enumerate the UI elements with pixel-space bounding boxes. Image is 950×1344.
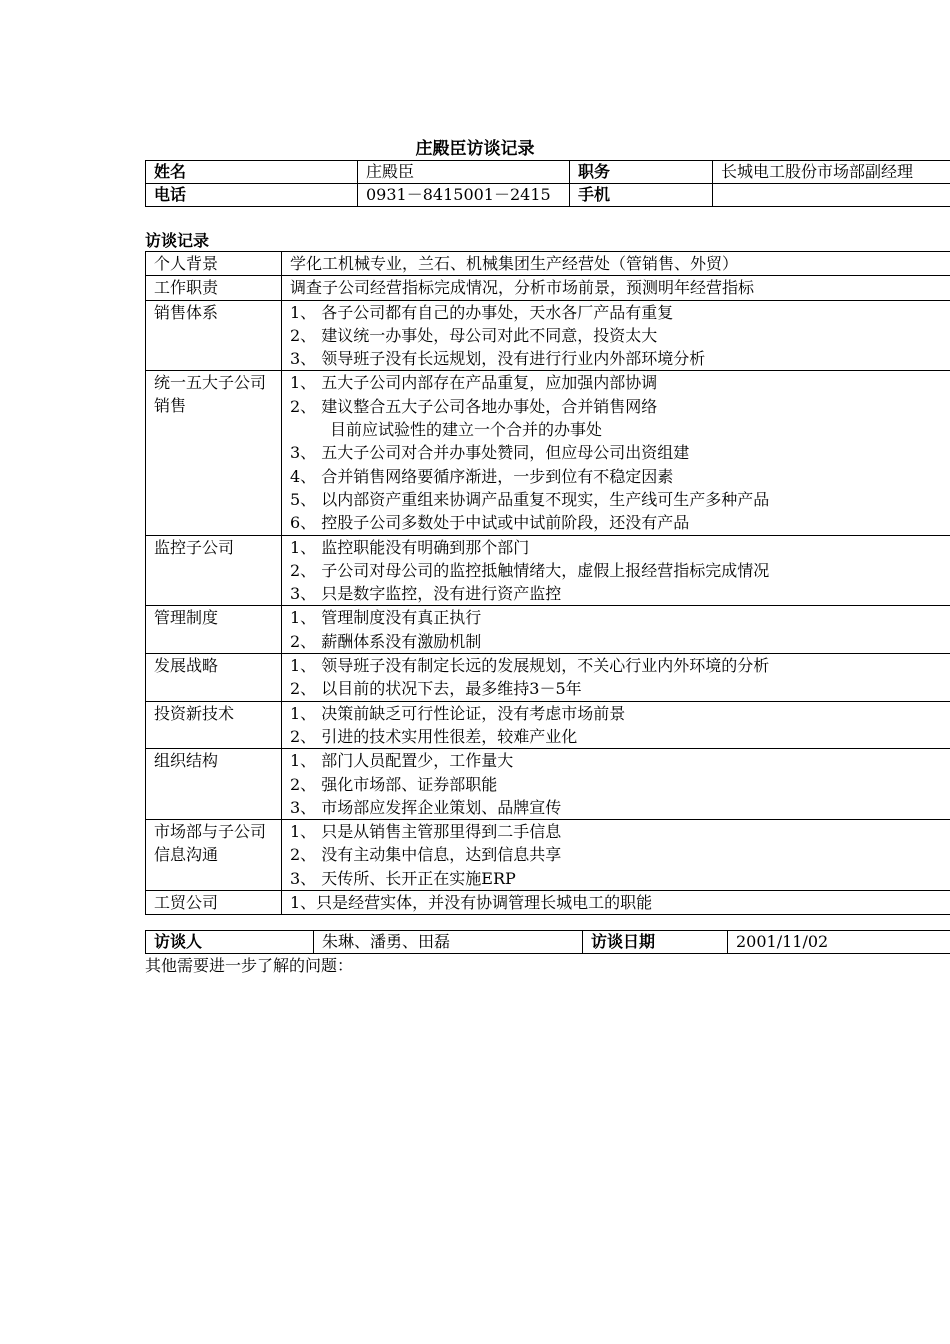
mobile-value	[713, 184, 950, 207]
record-content	[282, 820, 950, 891]
record-line: 2、 子公司对母公司的监控抵触情绪大，虚假上报经营指标完成情况	[290, 560, 770, 580]
record-topic: 投资新技术	[146, 701, 282, 749]
record-line: 1、 部门人员配置少，工作量大	[290, 751, 514, 771]
record-content	[282, 701, 950, 749]
record-line: 1、 管理制度没有真正执行	[290, 608, 482, 628]
record-row	[146, 535, 950, 606]
record-line: 1、 只是从销售主管那里得到二手信息	[290, 822, 562, 842]
record-line: 2、 没有主动集中信息，达到信息共享	[290, 845, 562, 865]
record-row	[146, 701, 950, 749]
record-table	[145, 251, 950, 915]
record-line: 1、 五大子公司内部存在产品重复，应加强内部协调	[290, 373, 658, 393]
date-value: 2001/11/02	[728, 931, 950, 954]
interviewer-label: 访谈人	[146, 931, 314, 954]
record-content	[282, 252, 950, 276]
record-line: 3、 天传所、长开正在实施ERP	[290, 868, 516, 888]
name-value: 庄殿臣	[358, 161, 570, 184]
record-line: 3、 五大子公司对合并办事处赞同，但应母公司出资组建	[290, 443, 690, 463]
record-line: 1、 监控职能没有明确到那个部门	[290, 537, 530, 557]
record-line: 1、只是经营实体，并没有协调管理长城电工的职能	[290, 893, 653, 913]
record-content	[282, 300, 950, 371]
record-line: 3、 市场部应发挥企业策划、品牌宣传	[290, 797, 562, 817]
record-line: 学化工机械专业，兰石、机械集团生产经营处（管销售、外贸）	[290, 254, 739, 273]
record-topic: 管理制度	[146, 606, 282, 654]
record-line: 目前应试验性的建立一个合并的办事处	[330, 420, 603, 440]
info-table	[145, 160, 950, 207]
record-content	[282, 891, 950, 915]
record-topic: 发展战略	[146, 654, 282, 702]
footnote: 其他需要进一步了解的问题：	[145, 956, 354, 975]
record-row	[146, 820, 950, 891]
record-line: 2、 引进的技术实用性很差，较难产业化	[290, 726, 578, 746]
record-row	[146, 891, 950, 915]
phone-label: 电话	[146, 184, 358, 207]
record-topic: 监控子公司	[146, 535, 282, 606]
record-line: 2、 建议整合五大子公司各地办事处，合并销售网络	[290, 396, 658, 416]
record-row	[146, 252, 950, 276]
record-line: 2、 以目前的状况下去，最多维持3－5年	[290, 679, 582, 699]
record-line: 调查子公司经营指标完成情况，分析市场前景，预测明年经营指标	[290, 278, 755, 298]
record-line: 3、 只是数字监控，没有进行资产监控	[290, 584, 562, 604]
record-row	[146, 654, 950, 702]
record-line: 1、 各子公司都有自己的办事处，天水各厂产品有重复	[290, 302, 674, 322]
record-content	[282, 606, 950, 654]
document-title: 庄殿臣访谈记录	[415, 139, 535, 159]
record-topic: 工贸公司	[146, 891, 282, 915]
record-row	[146, 749, 950, 820]
record-topic: 统一五大子公司销售	[146, 371, 282, 535]
info-row-phone	[146, 184, 950, 207]
record-content	[282, 371, 950, 535]
record-content	[282, 749, 950, 820]
record-line: 3、 领导班子没有长远规划，没有进行行业内外部环境分析	[290, 349, 706, 369]
record-row	[146, 371, 950, 535]
record-content	[282, 276, 950, 300]
record-content	[282, 654, 950, 702]
footer-table	[145, 930, 950, 954]
date-label: 访谈日期	[583, 931, 728, 954]
record-line: 2、 建议统一办事处，母公司对此不同意，投资太大	[290, 325, 658, 345]
record-line: 5、 以内部资产重组来协调产品重复不现实，生产线可生产多种产品	[290, 489, 770, 509]
mobile-label: 手机	[570, 184, 713, 207]
record-line: 1、 决策前缺乏可行性论证，没有考虑市场前景	[290, 703, 626, 723]
record-row	[146, 606, 950, 654]
record-content	[282, 535, 950, 606]
footer-row	[146, 931, 950, 954]
record-topic: 个人背景	[146, 252, 282, 276]
name-label: 姓名	[146, 161, 358, 184]
record-topic: 工作职责	[146, 276, 282, 300]
phone-value: 0931－8415001－2415	[358, 184, 570, 207]
record-line: 4、 合并销售网络要循序渐进，一步到位有不稳定因素	[290, 466, 674, 486]
interviewer-value: 朱琳、潘勇、田磊	[314, 931, 583, 954]
record-row	[146, 300, 950, 371]
record-line: 1、 领导班子没有制定长远的发展规划，不关心行业内外环境的分析	[290, 656, 770, 676]
record-topic: 销售体系	[146, 300, 282, 371]
record-row	[146, 276, 950, 300]
position-value: 长城电工股份市场部副经理	[713, 161, 950, 184]
record-topic: 组织结构	[146, 749, 282, 820]
record-line: 6、 控股子公司多数处于中试或中试前阶段，还没有产品	[290, 513, 690, 533]
record-line: 2、 薪酬体系没有激励机制	[290, 631, 482, 651]
section-label: 访谈记录	[145, 231, 210, 250]
position-label: 职务	[570, 161, 713, 184]
record-topic: 市场部与子公司信息沟通	[146, 820, 282, 891]
info-row-name	[146, 161, 950, 184]
record-line: 2、 强化市场部、证券部职能	[290, 774, 498, 794]
